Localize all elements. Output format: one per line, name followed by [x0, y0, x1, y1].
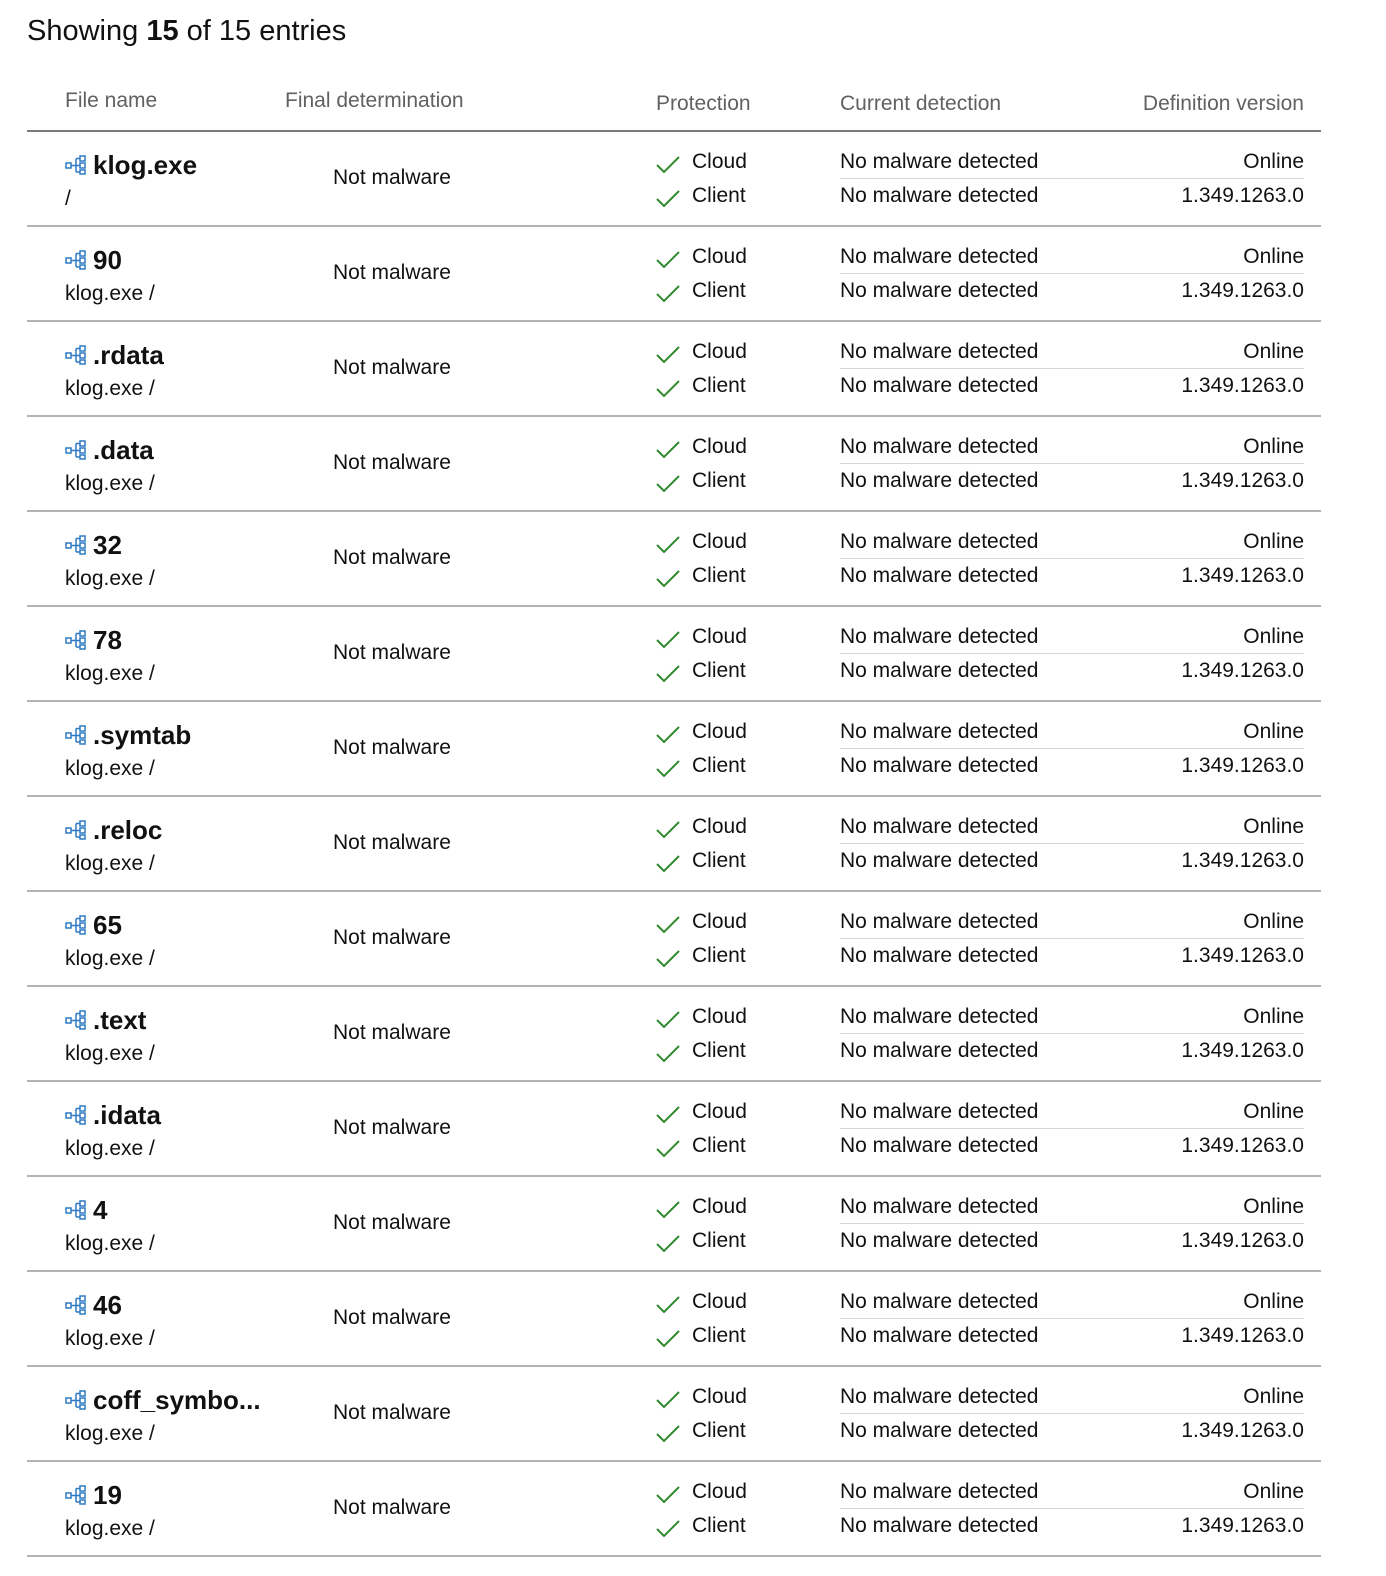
definition-version-client: 1.349.1263.0 [1181, 944, 1304, 967]
current-detection-cloud: No malware detected [840, 1385, 1039, 1408]
table-row[interactable] [27, 702, 1321, 797]
checkmark-icon [656, 1106, 680, 1124]
table-row[interactable] [27, 1367, 1321, 1462]
file-path: klog.exe / [65, 1232, 155, 1255]
protection-cloud: Cloud [692, 910, 747, 933]
definition-version-cloud: Online [1243, 1195, 1304, 1218]
protection-client: Client [692, 754, 746, 777]
checkmark-icon [656, 475, 680, 493]
current-detection-cloud: No malware detected [840, 625, 1039, 648]
final-determination: Not malware [333, 1021, 451, 1044]
file-path: klog.exe / [65, 377, 155, 400]
checkmark-icon [656, 536, 680, 554]
checkmark-icon [656, 190, 680, 208]
tree-structure-icon [65, 440, 87, 460]
checkmark-icon [656, 1391, 680, 1409]
definition-version-client: 1.349.1263.0 [1181, 279, 1304, 302]
definition-version-client: 1.349.1263.0 [1181, 1419, 1304, 1442]
results-table [27, 70, 1321, 1557]
file-name[interactable]: 65 [93, 909, 122, 940]
divider [840, 1223, 1304, 1224]
current-detection-cloud: No malware detected [840, 1005, 1039, 1028]
protection-cloud: Cloud [692, 1100, 747, 1123]
current-detection-client: No malware detected [840, 1514, 1039, 1537]
table-row[interactable] [27, 1082, 1321, 1177]
checkmark-icon [656, 1011, 680, 1029]
file-path: klog.exe / [65, 1422, 155, 1445]
tree-structure-icon [65, 725, 87, 745]
definition-version-client: 1.349.1263.0 [1181, 469, 1304, 492]
protection-cloud: Cloud [692, 1385, 747, 1408]
current-detection-cloud: No malware detected [840, 1100, 1039, 1123]
file-name-cell[interactable] [65, 718, 191, 752]
checkmark-icon [656, 570, 680, 588]
table-body [27, 132, 1321, 1557]
tree-structure-icon [65, 155, 87, 175]
table-row[interactable] [27, 417, 1321, 512]
file-name-cell[interactable] [65, 908, 122, 942]
checkmark-icon [656, 821, 680, 839]
definition-version-cloud: Online [1243, 150, 1304, 173]
current-detection-client: No malware detected [840, 1324, 1039, 1347]
definition-version-client: 1.349.1263.0 [1181, 1324, 1304, 1347]
current-detection-cloud: No malware detected [840, 1290, 1039, 1313]
tree-structure-icon [65, 535, 87, 555]
header-definition-version[interactable]: Definition version [1142, 92, 1304, 115]
divider [840, 938, 1304, 939]
current-detection-cloud: No malware detected [840, 245, 1039, 268]
file-name[interactable]: .reloc [93, 814, 163, 845]
table-row[interactable] [27, 797, 1321, 892]
checkmark-icon [656, 855, 680, 873]
current-detection-client: No malware detected [840, 374, 1039, 397]
current-detection-cloud: No malware detected [840, 910, 1039, 933]
file-path: klog.exe / [65, 1137, 155, 1160]
protection-cloud: Cloud [692, 1290, 747, 1313]
protection-cloud: Cloud [692, 150, 747, 173]
current-detection-client: No malware detected [840, 469, 1039, 492]
divider [840, 1033, 1304, 1034]
protection-client: Client [692, 279, 746, 302]
protection-cloud: Cloud [692, 1480, 747, 1503]
protection-client: Client [692, 1229, 746, 1252]
current-detection-client: No malware detected [840, 1134, 1039, 1157]
file-name[interactable]: .rdata [93, 339, 164, 370]
file-name[interactable]: coff_symbo... [93, 1384, 261, 1415]
file-name-cell[interactable] [65, 433, 154, 467]
table-row[interactable] [27, 607, 1321, 702]
protection-client: Client [692, 659, 746, 682]
protection-client: Client [692, 849, 746, 872]
protection-cloud: Cloud [692, 815, 747, 838]
file-name-cell[interactable] [65, 623, 122, 657]
definition-version-client: 1.349.1263.0 [1181, 184, 1304, 207]
table-row[interactable] [27, 322, 1321, 417]
file-name[interactable]: .idata [93, 1099, 161, 1130]
checkmark-icon [656, 726, 680, 744]
checkmark-icon [656, 1486, 680, 1504]
tree-structure-icon [65, 1390, 87, 1410]
header-protection[interactable]: Protection [656, 92, 751, 115]
file-path: klog.exe / [65, 282, 155, 305]
file-name-cell[interactable] [65, 1003, 146, 1037]
file-path: klog.exe / [65, 662, 155, 685]
header-current-detection[interactable]: Current detection [840, 92, 1002, 115]
checkmark-icon [656, 441, 680, 459]
definition-version-client: 1.349.1263.0 [1181, 1514, 1304, 1537]
protection-cloud: Cloud [692, 340, 747, 363]
definition-version-cloud: Online [1243, 1100, 1304, 1123]
divider [840, 273, 1304, 274]
checkmark-icon [656, 156, 680, 174]
file-name[interactable]: 19 [93, 1479, 122, 1510]
table-row[interactable] [27, 227, 1321, 322]
definition-version-client: 1.349.1263.0 [1181, 1229, 1304, 1252]
definition-version-client: 1.349.1263.0 [1181, 754, 1304, 777]
definition-version-client: 1.349.1263.0 [1181, 849, 1304, 872]
checkmark-icon [656, 1520, 680, 1538]
file-name-cell[interactable] [65, 1193, 107, 1227]
final-determination: Not malware [333, 641, 451, 664]
tree-structure-icon [65, 820, 87, 840]
tree-structure-icon [65, 1010, 87, 1030]
checkmark-icon [656, 251, 680, 269]
current-detection-client: No malware detected [840, 754, 1039, 777]
checkmark-icon [656, 346, 680, 364]
tree-structure-icon [65, 250, 87, 270]
definition-version-cloud: Online [1243, 530, 1304, 553]
final-determination: Not malware [333, 261, 451, 284]
table-row[interactable] [27, 1177, 1321, 1272]
file-path: klog.exe / [65, 757, 155, 780]
tree-structure-icon [65, 1200, 87, 1220]
definition-version-cloud: Online [1243, 1385, 1304, 1408]
divider [840, 843, 1304, 844]
summary-prefix: Showing [27, 15, 139, 47]
current-detection-cloud: No malware detected [840, 150, 1039, 173]
divider [840, 368, 1304, 369]
file-name[interactable]: klog.exe [93, 149, 198, 180]
protection-client: Client [692, 1039, 746, 1062]
file-name-cell[interactable] [65, 1098, 161, 1132]
file-name[interactable]: .data [93, 434, 154, 465]
entries-summary [27, 12, 346, 50]
definition-version-cloud: Online [1243, 815, 1304, 838]
file-name-cell[interactable] [65, 338, 164, 372]
tree-structure-icon [65, 1485, 87, 1505]
protection-cloud: Cloud [692, 530, 747, 553]
tree-structure-icon [65, 345, 87, 365]
current-detection-cloud: No malware detected [840, 1480, 1039, 1503]
file-name-cell[interactable] [65, 1288, 122, 1322]
checkmark-icon [656, 285, 680, 303]
protection-client: Client [692, 944, 746, 967]
protection-client: Client [692, 1419, 746, 1442]
current-detection-cloud: No malware detected [840, 435, 1039, 458]
file-path: klog.exe / [65, 567, 155, 590]
divider [840, 748, 1304, 749]
file-path: klog.exe / [65, 947, 155, 970]
definition-version-cloud: Online [1243, 1005, 1304, 1028]
final-determination: Not malware [333, 831, 451, 854]
final-determination: Not malware [333, 1211, 451, 1234]
divider [840, 1508, 1304, 1509]
table-row[interactable] [27, 512, 1321, 607]
definition-version-cloud: Online [1243, 340, 1304, 363]
table-row[interactable] [27, 1462, 1321, 1557]
current-detection-client: No malware detected [840, 944, 1039, 967]
current-detection-client: No malware detected [840, 659, 1039, 682]
protection-client: Client [692, 374, 746, 397]
protection-client: Client [692, 469, 746, 492]
file-path: klog.exe / [65, 1517, 155, 1540]
file-name-cell[interactable] [65, 813, 162, 847]
file-path: klog.exe / [65, 1327, 155, 1350]
final-determination: Not malware [333, 1496, 451, 1519]
divider [840, 463, 1304, 464]
checkmark-icon [656, 380, 680, 398]
file-path: / [65, 187, 71, 210]
header-file-name[interactable]: File name [65, 89, 158, 112]
protection-client: Client [692, 1324, 746, 1347]
tree-structure-icon [65, 1295, 87, 1315]
checkmark-icon [656, 1045, 680, 1063]
final-determination: Not malware [333, 926, 451, 949]
current-detection-client: No malware detected [840, 849, 1039, 872]
divider [840, 1318, 1304, 1319]
checkmark-icon [656, 916, 680, 934]
protection-cloud: Cloud [692, 245, 747, 268]
checkmark-icon [656, 631, 680, 649]
definition-version-cloud: Online [1243, 1290, 1304, 1313]
final-determination: Not malware [333, 451, 451, 474]
table-row[interactable] [27, 987, 1321, 1082]
current-detection-cloud: No malware detected [840, 720, 1039, 743]
checkmark-icon [656, 1140, 680, 1158]
definition-version-client: 1.349.1263.0 [1181, 374, 1304, 397]
protection-cloud: Cloud [692, 625, 747, 648]
definition-version-cloud: Online [1243, 435, 1304, 458]
current-detection-client: No malware detected [840, 564, 1039, 587]
table-row[interactable] [27, 1272, 1321, 1367]
current-detection-client: No malware detected [840, 279, 1039, 302]
checkmark-icon [656, 1201, 680, 1219]
current-detection-cloud: No malware detected [840, 340, 1039, 363]
protection-client: Client [692, 1134, 746, 1157]
current-detection-cloud: No malware detected [840, 1195, 1039, 1218]
checkmark-icon [656, 1330, 680, 1348]
file-path: klog.exe / [65, 472, 155, 495]
divider [840, 178, 1304, 179]
divider [840, 1413, 1304, 1414]
checkmark-icon [656, 1235, 680, 1253]
tree-structure-icon [65, 1105, 87, 1125]
definition-version-client: 1.349.1263.0 [1181, 1134, 1304, 1157]
divider [840, 1128, 1304, 1129]
current-detection-cloud: No malware detected [840, 530, 1039, 553]
file-name[interactable]: .symtab [93, 719, 192, 750]
definition-version-cloud: Online [1243, 720, 1304, 743]
file-name-cell[interactable] [65, 1383, 261, 1417]
current-detection-client: No malware detected [840, 1229, 1039, 1252]
file-name[interactable]: 32 [93, 529, 122, 560]
protection-cloud: Cloud [692, 435, 747, 458]
summary-shown-count: 15 [146, 15, 179, 47]
divider [840, 558, 1304, 559]
checkmark-icon [656, 760, 680, 778]
protection-client: Client [692, 1514, 746, 1537]
definition-version-cloud: Online [1243, 910, 1304, 933]
file-name[interactable]: 78 [93, 624, 122, 655]
protection-cloud: Cloud [692, 720, 747, 743]
definition-version-cloud: Online [1243, 625, 1304, 648]
tree-structure-icon [65, 915, 87, 935]
definition-version-client: 1.349.1263.0 [1181, 564, 1304, 587]
final-determination: Not malware [333, 546, 451, 569]
definition-version-client: 1.349.1263.0 [1181, 1039, 1304, 1062]
definition-version-client: 1.349.1263.0 [1181, 659, 1304, 682]
definition-version-cloud: Online [1243, 245, 1304, 268]
current-detection-client: No malware detected [840, 1039, 1039, 1062]
tree-structure-icon [65, 630, 87, 650]
file-name[interactable]: 4 [93, 1194, 108, 1225]
final-determination: Not malware [333, 1116, 451, 1139]
protection-client: Client [692, 184, 746, 207]
current-detection-client: No malware detected [840, 184, 1039, 207]
file-name-cell[interactable] [65, 148, 197, 182]
divider [840, 653, 1304, 654]
final-determination: Not malware [333, 1306, 451, 1329]
protection-client: Client [692, 564, 746, 587]
current-detection-cloud: No malware detected [840, 815, 1039, 838]
file-name-cell[interactable] [65, 528, 122, 562]
protection-cloud: Cloud [692, 1195, 747, 1218]
final-determination: Not malware [333, 1401, 451, 1424]
checkmark-icon [656, 1296, 680, 1314]
file-name-cell[interactable] [65, 243, 122, 277]
definition-version-cloud: Online [1243, 1480, 1304, 1503]
table-row[interactable] [27, 132, 1321, 227]
file-path: klog.exe / [65, 1042, 155, 1065]
table-row[interactable] [27, 892, 1321, 987]
file-name-cell[interactable] [65, 1478, 122, 1512]
protection-cloud: Cloud [692, 1005, 747, 1028]
summary-total: of 15 entries [186, 15, 347, 47]
file-path: klog.exe / [65, 852, 155, 875]
final-determination: Not malware [333, 356, 451, 379]
final-determination: Not malware [333, 736, 451, 759]
table-header [27, 70, 1321, 132]
checkmark-icon [656, 1425, 680, 1443]
file-name[interactable]: .text [93, 1004, 147, 1035]
checkmark-icon [656, 665, 680, 683]
file-name[interactable]: 46 [93, 1289, 122, 1320]
final-determination: Not malware [333, 166, 451, 189]
checkmark-icon [656, 950, 680, 968]
file-name[interactable]: 90 [93, 244, 122, 275]
current-detection-client: No malware detected [840, 1419, 1039, 1442]
header-final-determination[interactable]: Final determination [285, 89, 464, 112]
